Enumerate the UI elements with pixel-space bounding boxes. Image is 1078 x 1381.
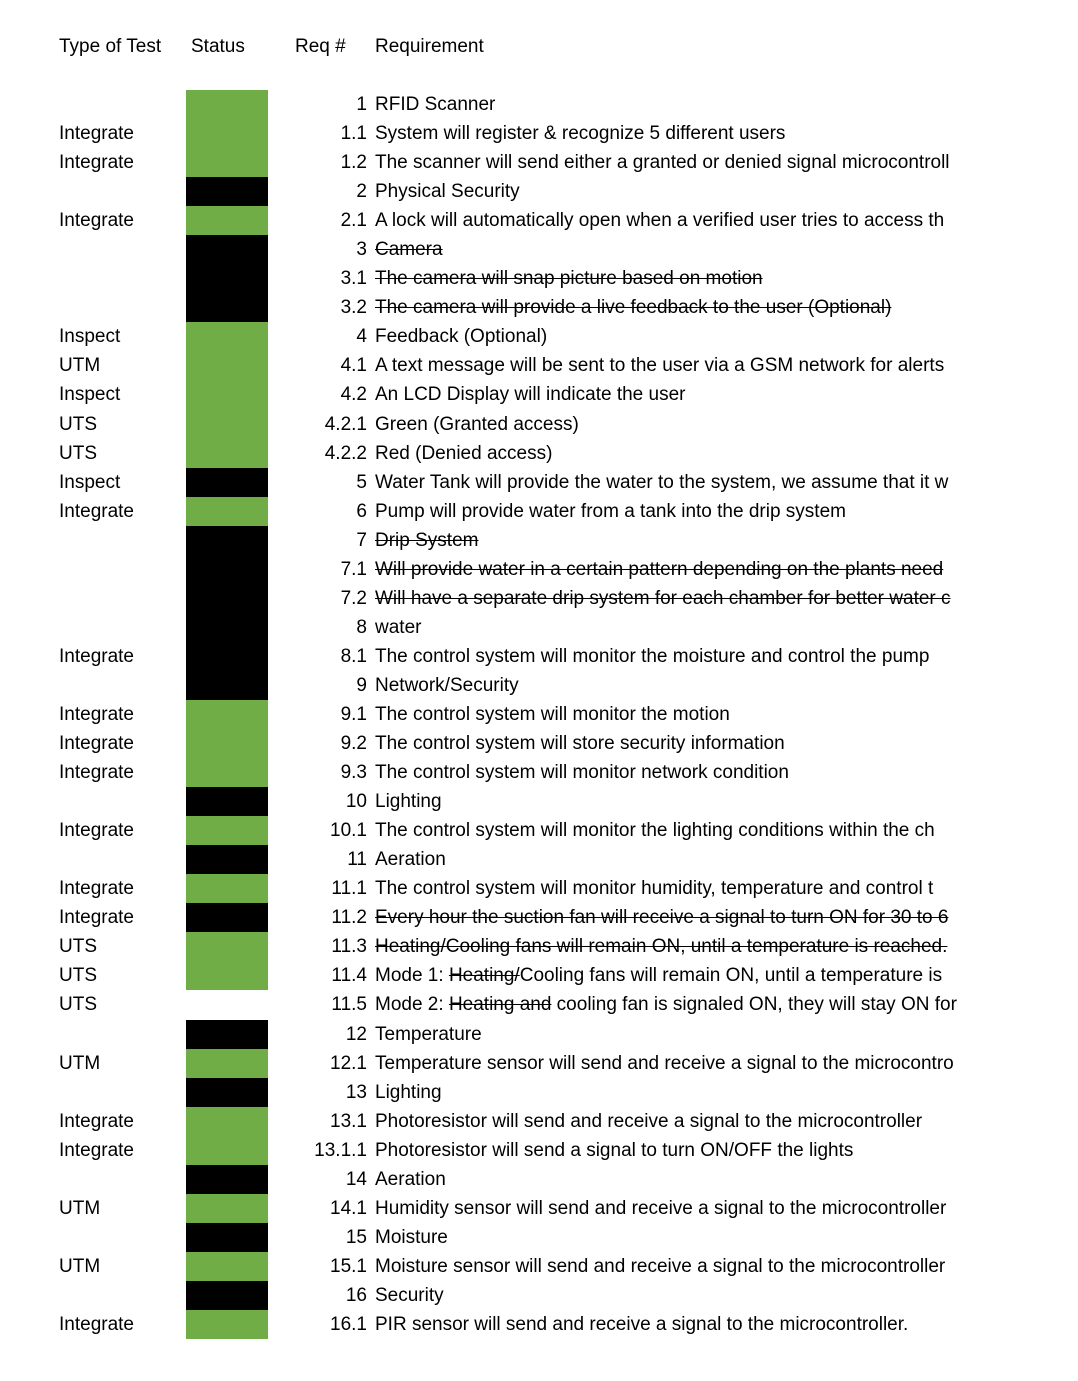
requirement-cell — [375, 700, 988, 729]
table-row — [0, 119, 1078, 148]
requirement-cell — [375, 322, 988, 351]
table-row — [0, 1020, 1078, 1049]
type-of-test-cell: Integrate — [59, 820, 134, 842]
requirement-text: A lock will automatically open when a verified user tries to access th — [375, 210, 945, 232]
requirement-text: System will register & recognize 5 different users — [375, 123, 786, 145]
requirement-cell — [375, 845, 988, 874]
requirement-text: Red (Denied access) — [375, 442, 553, 464]
requirement-text: Pump will provide water from a tank into the drip system — [375, 500, 846, 522]
requirement-cell — [375, 642, 988, 671]
struck-text: The camera will provide a live feedback to the user (Optional) — [375, 297, 892, 319]
req-number-cell: 11.1 — [331, 878, 367, 900]
requirement-text: Cooling fans will remain ON, until a temperature is — [519, 965, 943, 987]
table-row — [0, 526, 1078, 555]
type-of-test-cell: UTM — [59, 1052, 101, 1074]
requirement-cell — [375, 1020, 988, 1049]
table-row — [0, 555, 1078, 584]
status-cell — [186, 351, 268, 380]
type-of-test-cell: UTS — [59, 413, 97, 435]
struck-text: Heating/Cooling fans will remain ON, until a temperature is reached. — [375, 936, 948, 958]
req-number-cell: 10 — [345, 791, 367, 813]
table-row — [0, 1223, 1078, 1252]
table-row — [0, 787, 1078, 816]
req-number-cell: 3 — [356, 239, 367, 261]
status-cell — [186, 1194, 268, 1223]
status-cell — [186, 1310, 268, 1339]
status-cell — [186, 671, 268, 700]
requirement-text: Temperature sensor will send and receive a signal to the microcontro — [375, 1052, 954, 1074]
req-number-cell: 8 — [356, 616, 367, 638]
type-of-test-cell: Inspect — [59, 471, 121, 493]
type-of-test-cell: Integrate — [59, 703, 134, 725]
req-number-cell: 15 — [345, 1226, 367, 1248]
table-row — [0, 177, 1078, 206]
requirement-cell — [375, 961, 988, 990]
requirement-cell — [375, 351, 988, 380]
status-cell — [186, 613, 268, 642]
table-row — [0, 148, 1078, 177]
req-number-cell: 16.1 — [330, 1313, 367, 1335]
requirement-cell — [375, 729, 988, 758]
table-row — [0, 961, 1078, 990]
requirement-cell — [375, 380, 988, 409]
status-cell — [186, 468, 268, 497]
table-row — [0, 1310, 1078, 1339]
table-row — [0, 932, 1078, 961]
type-of-test-cell: UTM — [59, 1255, 101, 1277]
requirement-cell — [375, 119, 988, 148]
requirement-text: Mode 2: — [375, 994, 449, 1016]
requirement-cell — [375, 903, 988, 932]
req-number-cell: 14.1 — [330, 1197, 367, 1219]
req-number-cell: 1.2 — [340, 152, 367, 174]
requirement-cell — [375, 177, 988, 206]
requirement-text: Temperature — [375, 1023, 482, 1045]
header-status: Status — [191, 36, 245, 57]
table-row — [0, 1107, 1078, 1136]
requirement-cell — [375, 1049, 988, 1078]
status-cell — [186, 584, 268, 613]
status-cell — [186, 1223, 268, 1252]
header-req-number: Req # — [295, 36, 346, 57]
status-cell — [186, 264, 268, 293]
req-number-cell: 4 — [356, 326, 367, 348]
struck-text: Camera — [375, 239, 443, 261]
requirement-cell — [375, 758, 988, 787]
table-row — [0, 874, 1078, 903]
type-of-test-cell: UTS — [59, 994, 97, 1016]
table-row — [0, 1281, 1078, 1310]
header-requirement: Requirement — [375, 36, 484, 57]
table-row — [0, 758, 1078, 787]
requirement-cell — [375, 787, 988, 816]
status-cell — [186, 90, 268, 119]
req-number-cell: 4.2.2 — [324, 442, 367, 464]
status-cell — [186, 845, 268, 874]
requirement-cell — [375, 1078, 988, 1107]
struck-text: Heating/ — [448, 965, 520, 987]
table-row — [0, 671, 1078, 700]
requirement-text: Humidity sensor will send and receive a signal to the microcontroller — [375, 1197, 947, 1219]
requirement-text: Aeration — [375, 1168, 446, 1190]
table-row — [0, 410, 1078, 439]
status-cell — [186, 961, 268, 990]
requirement-text: Water Tank will provide the water to the system, we assume that it w — [375, 471, 949, 493]
req-number-cell: 9.1 — [340, 703, 367, 725]
table-row — [0, 293, 1078, 322]
requirement-text: The control system will monitor humidity, temperature and control t — [375, 878, 934, 900]
requirement-text: The control system will monitor the motion — [375, 703, 730, 725]
requirement-text: Photoresistor will send and receive a signal to the microcontroller — [375, 1110, 923, 1132]
req-number-cell: 15.1 — [330, 1255, 367, 1277]
req-number-cell: 7.2 — [340, 587, 367, 609]
requirement-cell — [375, 1281, 988, 1310]
req-number-cell: 7 — [356, 529, 367, 551]
req-number-cell: 11 — [347, 849, 367, 871]
requirement-text: Lighting — [375, 1081, 442, 1103]
requirement-text: The control system will monitor the lighting conditions within the ch — [375, 820, 935, 842]
status-cell — [186, 729, 268, 758]
requirement-cell — [375, 1252, 988, 1281]
status-cell — [186, 1020, 268, 1049]
requirement-text: Moisture sensor will send and receive a signal to the microcontroller — [375, 1255, 946, 1277]
type-of-test-cell: Integrate — [59, 123, 134, 145]
requirement-text: water — [375, 616, 422, 638]
req-number-cell: 4.2 — [340, 384, 367, 406]
type-of-test-cell: Integrate — [59, 1110, 134, 1132]
requirement-text: PIR sensor will send and receive a signal to the microcontroller. — [375, 1313, 909, 1335]
status-cell — [186, 526, 268, 555]
req-number-cell: 6 — [356, 500, 367, 522]
table-row — [0, 845, 1078, 874]
status-cell — [186, 1281, 268, 1310]
table-row — [0, 1165, 1078, 1194]
requirement-text: The control system will monitor network condition — [375, 762, 789, 784]
header-type-of-test: Type of Test — [59, 36, 162, 57]
req-number-cell: 3.2 — [340, 297, 367, 319]
requirement-cell — [375, 613, 988, 642]
status-cell — [186, 177, 268, 206]
type-of-test-cell: Integrate — [59, 500, 134, 522]
requirement-text: A text message will be sent to the user via a GSM network for alerts — [375, 355, 945, 377]
table-row — [0, 468, 1078, 497]
requirement-cell — [375, 90, 988, 119]
table-row — [0, 613, 1078, 642]
struck-text: Will provide water in a certain pattern depending on the plants need — [375, 558, 944, 580]
requirement-cell — [375, 1107, 988, 1136]
type-of-test-cell: UTM — [59, 1197, 101, 1219]
requirement-text: Feedback (Optional) — [375, 326, 548, 348]
status-cell — [186, 148, 268, 177]
requirement-text: Lighting — [375, 791, 442, 813]
requirement-cell — [375, 468, 988, 497]
requirement-cell — [375, 148, 988, 177]
requirement-cell — [375, 932, 988, 961]
table-row — [0, 206, 1078, 235]
table-row — [0, 903, 1078, 932]
table-row — [0, 439, 1078, 468]
table-row — [0, 351, 1078, 380]
status-cell — [186, 322, 268, 351]
table-row — [0, 264, 1078, 293]
req-number-cell: 12 — [345, 1023, 367, 1045]
status-cell — [186, 816, 268, 845]
req-number-cell: 9.3 — [340, 762, 367, 784]
req-number-cell: 2 — [356, 181, 367, 203]
requirement-cell — [375, 990, 988, 1019]
table-row — [0, 816, 1078, 845]
status-cell — [186, 874, 268, 903]
req-number-cell: 13.1 — [330, 1110, 367, 1132]
table-row — [0, 642, 1078, 671]
requirement-text: The control system will store security information — [375, 733, 785, 755]
status-cell — [186, 758, 268, 787]
requirement-cell — [375, 1194, 988, 1223]
req-number-cell: 14 — [345, 1168, 367, 1190]
table-row — [0, 1252, 1078, 1281]
requirement-cell — [375, 264, 988, 293]
status-cell — [186, 206, 268, 235]
status-cell — [186, 293, 268, 322]
req-number-cell: 11.5 — [331, 994, 367, 1016]
requirement-cell — [375, 816, 988, 845]
req-number-cell: 4.1 — [340, 355, 367, 377]
table-row — [0, 1078, 1078, 1107]
status-cell — [186, 1136, 268, 1165]
status-cell — [186, 787, 268, 816]
type-of-test-cell: Integrate — [59, 1139, 134, 1161]
table-row — [0, 584, 1078, 613]
type-of-test-cell: Inspect — [59, 384, 121, 406]
requirement-text: RFID Scanner — [375, 94, 496, 115]
table-row — [0, 729, 1078, 758]
status-cell — [186, 235, 268, 264]
status-cell — [186, 410, 268, 439]
requirement-text: Green (Granted access) — [375, 413, 579, 435]
table-row — [0, 380, 1078, 409]
req-number-cell: 13 — [345, 1081, 367, 1103]
req-number-cell: 13.1.1 — [314, 1139, 367, 1161]
requirement-text: Physical Security — [375, 181, 520, 203]
req-number-cell: 8.1 — [340, 645, 367, 667]
req-number-cell: 11.3 — [331, 936, 367, 958]
status-cell — [186, 1107, 268, 1136]
table-row — [0, 322, 1078, 351]
type-of-test-cell: Integrate — [59, 210, 134, 232]
req-number-cell: 16 — [345, 1284, 367, 1306]
status-cell — [186, 990, 268, 1019]
req-number-cell: 5 — [356, 471, 367, 493]
requirement-cell — [375, 497, 988, 526]
requirement-text: The scanner will send either a granted or denied signal microcontroll — [375, 152, 950, 174]
requirement-text: Security — [375, 1284, 444, 1306]
requirement-text: Network/Security — [375, 674, 519, 696]
req-number-cell: 10.1 — [330, 820, 367, 842]
req-number-cell: 1.1 — [340, 123, 367, 145]
struck-text: Heating and — [448, 994, 552, 1016]
status-cell — [186, 1078, 268, 1107]
type-of-test-cell: Integrate — [59, 878, 134, 900]
req-number-cell: 11.2 — [331, 907, 367, 929]
status-cell — [186, 497, 268, 526]
requirements-table — [0, 90, 1078, 1339]
req-number-cell: 12.1 — [330, 1052, 367, 1074]
requirement-cell — [375, 584, 988, 613]
type-of-test-cell: Integrate — [59, 152, 134, 174]
requirement-text: Mode 1: — [375, 965, 449, 987]
req-number-cell: 9 — [356, 674, 367, 696]
table-row — [0, 1049, 1078, 1078]
status-cell — [186, 1165, 268, 1194]
status-cell — [186, 642, 268, 671]
requirement-cell — [375, 555, 988, 584]
type-of-test-cell: Integrate — [59, 762, 134, 784]
requirement-cell — [375, 1223, 988, 1252]
struck-text: The camera will snap picture based on motion — [375, 268, 763, 290]
table-row — [0, 235, 1078, 264]
requirement-cell — [375, 1136, 988, 1165]
req-number-cell: 3.1 — [340, 268, 367, 290]
table-row — [0, 497, 1078, 526]
requirement-text: Photoresistor will send a signal to turn ON/OFF the lights — [375, 1139, 854, 1161]
requirement-text: The control system will monitor the moisture and control the pump — [375, 645, 930, 667]
requirement-text: Moisture — [375, 1226, 448, 1248]
type-of-test-cell: UTS — [59, 965, 97, 987]
requirement-cell — [375, 410, 988, 439]
type-of-test-cell: Integrate — [59, 645, 134, 667]
status-cell — [186, 439, 268, 468]
requirement-cell — [375, 293, 988, 322]
type-of-test-cell: UTM — [59, 355, 101, 377]
requirement-cell — [375, 671, 988, 700]
type-of-test-cell: UTS — [59, 936, 97, 958]
req-number-cell: 4.2.1 — [324, 413, 367, 435]
type-of-test-cell: Integrate — [59, 907, 134, 929]
status-cell — [186, 119, 268, 148]
requirement-cell — [375, 1310, 988, 1339]
struck-text: Will have a separate drip system for each chamber for better water c — [375, 587, 951, 609]
status-cell — [186, 903, 268, 932]
type-of-test-cell: Integrate — [59, 733, 134, 755]
table-row — [0, 700, 1078, 729]
status-cell — [186, 1049, 268, 1078]
status-cell — [186, 380, 268, 409]
status-cell — [186, 555, 268, 584]
status-cell — [186, 700, 268, 729]
table-row — [0, 1194, 1078, 1223]
struck-text: Every hour the suction fan will receive a signal to turn ON for 30 to 6 — [375, 907, 949, 929]
requirement-cell — [375, 439, 988, 468]
type-of-test-cell: UTS — [59, 442, 97, 464]
type-of-test-cell: Integrate — [59, 1313, 134, 1335]
req-number-cell: 9.2 — [340, 733, 367, 755]
requirement-cell — [375, 206, 988, 235]
requirement-text: An LCD Display will indicate the user — [375, 384, 686, 406]
table-row — [0, 1136, 1078, 1165]
requirement-cell — [375, 235, 988, 264]
table-row — [0, 990, 1078, 1019]
requirement-text: Aeration — [375, 849, 446, 871]
requirement-text: cooling fan is signaled ON, they will stay ON for — [551, 994, 957, 1016]
table-row — [0, 90, 1078, 119]
requirement-cell — [375, 874, 988, 903]
requirement-cell — [375, 526, 988, 555]
status-cell — [186, 932, 268, 961]
req-number-cell: 1 — [356, 94, 367, 115]
req-number-cell: 2.1 — [340, 210, 367, 232]
struck-text: Drip System — [375, 529, 479, 551]
req-number-cell: 11.4 — [331, 965, 367, 987]
status-cell — [186, 1252, 268, 1281]
req-number-cell: 7.1 — [340, 558, 367, 580]
requirement-cell — [375, 1165, 988, 1194]
type-of-test-cell: Inspect — [59, 326, 121, 348]
